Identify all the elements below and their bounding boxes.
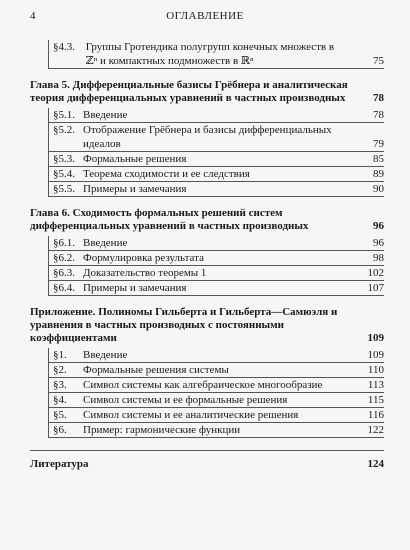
page-ref: 116 (367, 409, 384, 421)
section-number: §5.4. (53, 168, 75, 180)
bibliography-entry[interactable] (30, 450, 384, 471)
page-ref: 78 (373, 92, 384, 104)
toc-entry[interactable] (49, 40, 384, 69)
toc-entry[interactable] (49, 363, 384, 378)
chapter-heading[interactable] (30, 306, 384, 345)
chapter-label: Глава 6. (30, 207, 70, 219)
running-title: ОГЛАВЛЕНИЕ (166, 10, 244, 22)
section-number: §5.1. (53, 109, 75, 121)
section-title: Формальные решения системы (83, 364, 229, 376)
section-group (48, 108, 384, 197)
toc-entry[interactable] (49, 123, 384, 152)
section-number: §2. (53, 364, 67, 376)
section-group (48, 236, 384, 296)
section-title: Отображение Грёбнера и базисы дифференциальных идеалов (83, 124, 332, 150)
section-title: Символ системы и ее аналитические решения (83, 409, 299, 421)
toc-entry[interactable] (49, 423, 384, 438)
chapter-label: Приложение. (30, 306, 96, 318)
page-ref: 102 (367, 267, 384, 279)
chapter-block (30, 207, 384, 296)
page-number: 4 (30, 10, 36, 22)
toc-entry[interactable] (49, 182, 384, 197)
section-title: Доказательство теоремы 1 (83, 267, 207, 279)
chapter-title: Полиномы Гильберта и Гильберта—Самюэля и уравнения в частных производных с постоянными коэффициентами (30, 306, 338, 344)
table-of-contents (30, 40, 384, 471)
toc-entry[interactable] (49, 108, 384, 123)
toc-entry[interactable] (49, 408, 384, 423)
section-number: §5. (53, 409, 67, 421)
page-ref: 90 (373, 183, 384, 195)
toc-entry[interactable] (49, 236, 384, 251)
chapter-heading[interactable] (30, 79, 384, 105)
section-title: Введение (83, 109, 128, 121)
toc-entry[interactable] (49, 266, 384, 281)
page-ref: 109 (367, 349, 384, 361)
section-group (48, 348, 384, 438)
page-ref: 85 (373, 153, 384, 165)
section-title: Символ системы и ее формальные решения (83, 394, 288, 406)
toc-entry[interactable] (49, 251, 384, 266)
chapter-block (30, 306, 384, 438)
section-number: §6.3. (53, 267, 75, 279)
bibliography-title: Литература (30, 458, 89, 470)
section-group (48, 40, 384, 69)
page-ref: 96 (373, 237, 384, 249)
section-number: §5.3. (53, 153, 75, 165)
section-number: §1. (53, 349, 67, 361)
section-number: §6.2. (53, 252, 75, 264)
page-ref: 96 (373, 220, 384, 232)
page-ref: 115 (367, 394, 384, 406)
page-ref: 89 (373, 168, 384, 180)
section-title: Символ системы как алгебраическое многообразие (83, 379, 323, 391)
section-title: Введение (83, 349, 128, 361)
page-ref: 113 (367, 379, 384, 391)
section-number: §3. (53, 379, 67, 391)
section-title: Примеры и замечания (83, 282, 187, 294)
toc-entry[interactable] (49, 167, 384, 182)
section-number: §6.1. (53, 237, 75, 249)
chapter-title: Сходимость формальных решений систем дифференциальных уравнений в частных производных (30, 207, 309, 232)
page-ref: 75 (373, 55, 384, 67)
chapter-title: Дифференциальные базисы Грёбнера и аналитическая теория дифференциальных уравнений в частных производных (30, 79, 348, 104)
section-title: Формулировка результата (83, 252, 204, 264)
section-number: §6.4. (53, 282, 75, 294)
page-ref: 122 (367, 424, 384, 436)
section-title: Введение (83, 237, 128, 249)
toc-entry[interactable] (49, 348, 384, 363)
section-title: Формальные решения (83, 153, 187, 165)
page-ref: 98 (373, 252, 384, 264)
chapter-block (30, 79, 384, 197)
page-ref: 78 (373, 109, 384, 121)
toc-entry[interactable] (49, 393, 384, 408)
chapter-heading[interactable] (30, 207, 384, 233)
page-header (30, 10, 380, 26)
toc-entry[interactable] (49, 152, 384, 167)
section-number: §4. (53, 394, 67, 406)
page-ref: 124 (367, 458, 384, 470)
page-ref: 109 (367, 332, 384, 344)
page-ref: 110 (367, 364, 384, 376)
section-number: §6. (53, 424, 67, 436)
section-title: Группы Гротендика полугрупп конечных множеств в ℤⁿ и компактных подмножеств в ℝⁿ (85, 41, 335, 67)
page-ref: 107 (367, 282, 384, 294)
section-title: Теорема сходимости и ее следствия (83, 168, 250, 180)
toc-entry[interactable] (49, 281, 384, 296)
page-ref: 79 (373, 138, 384, 150)
section-title: Пример: гармонические функции (83, 424, 241, 436)
chapter-label: Глава 5. (30, 79, 70, 91)
section-number: §4.3. (53, 41, 75, 53)
section-title: Примеры и замечания (83, 183, 187, 195)
section-number: §5.2. (53, 124, 75, 136)
toc-entry[interactable] (49, 378, 384, 393)
section-number: §5.5. (53, 183, 75, 195)
